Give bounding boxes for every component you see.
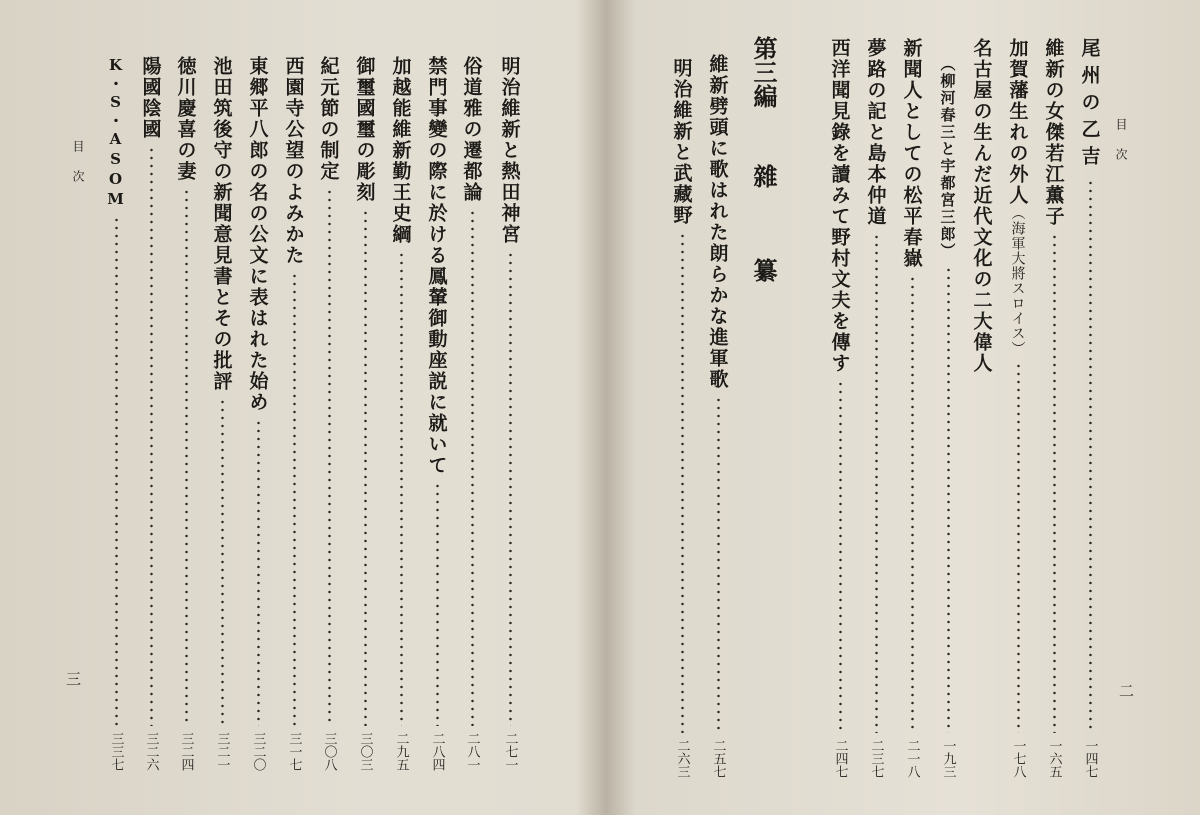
- toc-entry-title: 加越能維新勤王史綱: [389, 56, 412, 245]
- toc-entry: [243, 56, 273, 771]
- toc-entry-title: [1005, 38, 1032, 356]
- toc-entry: [897, 38, 927, 778]
- toc-entry-page: 二七一: [502, 732, 518, 771]
- toc-entry: [825, 38, 855, 778]
- leader-dots: [911, 275, 914, 733]
- section-name: 雜纂: [749, 164, 778, 352]
- toc-entry-page: 一九三: [940, 739, 956, 778]
- leader-dots: [221, 398, 224, 726]
- leader-dots: [436, 482, 439, 726]
- toc-entry-page: 三二一: [214, 732, 230, 771]
- toc-entry-title-main: 加賀藩生れの外人: [1006, 38, 1029, 206]
- toc-entry: [279, 56, 309, 771]
- toc-entry-page: 二九五: [393, 732, 409, 771]
- toc-entry-title: K・S・ASOM: [106, 56, 125, 210]
- toc-entry-page: 三二四: [178, 732, 194, 771]
- toc-entry-page: 三〇三: [357, 732, 373, 771]
- toc-entry-page: 一六五: [1046, 739, 1062, 778]
- toc-entry-page: 一四七: [1082, 739, 1098, 778]
- toc-entry-title: 禁門事變の際に於ける鳳輦御動座説に就いて: [425, 56, 448, 476]
- toc-entry-title: 西洋聞見錄を讀みて野村文夫を傳す: [828, 38, 851, 374]
- toc-entry-title: 御璽國璽の彫刻: [353, 56, 376, 203]
- toc-entry-page: 三〇八: [321, 732, 337, 771]
- leader-dots: [185, 188, 188, 726]
- leader-dots: [1089, 179, 1092, 733]
- toc-entry-page: 二五七: [710, 739, 726, 778]
- toc-entry: [207, 56, 237, 771]
- leader-dots: [257, 419, 260, 726]
- leader-dots: [839, 380, 842, 733]
- leader-dots: [471, 209, 474, 726]
- right-page-folio: 二: [1119, 682, 1135, 700]
- leader-dots: [875, 233, 878, 733]
- toc-entry: [350, 56, 380, 771]
- section-label: 第三編: [749, 36, 778, 108]
- toc-entry-title: 維新の女傑若江薫子: [1042, 38, 1065, 227]
- section-heading: [745, 36, 781, 352]
- toc-entry-page: 三二六: [143, 732, 159, 771]
- toc-entry-page: 二四七: [832, 739, 848, 778]
- toc-entry: [1003, 38, 1033, 778]
- toc-entry-page: 二八四: [429, 732, 445, 771]
- toc-entry: [1075, 38, 1105, 778]
- right-page-header: 目次: [1114, 118, 1128, 178]
- toc-entry-subtitle: [933, 56, 963, 778]
- toc-entry-page: 二一八: [904, 739, 920, 778]
- toc-entry: [422, 56, 452, 771]
- left-page-header: 目次: [71, 140, 85, 200]
- right-page: [605, 0, 1200, 815]
- toc-entry: [703, 54, 733, 778]
- leader-dots: [717, 396, 720, 733]
- leader-dots: [1017, 362, 1020, 733]
- toc-entry-page: 二六三: [674, 739, 690, 778]
- leader-dots: [400, 251, 403, 726]
- leader-dots: [150, 146, 153, 726]
- leader-dots: [328, 188, 331, 726]
- leader-dots: [1053, 233, 1056, 733]
- leader-dots: [947, 266, 950, 733]
- toc-entry: [861, 38, 891, 778]
- toc-entry: [314, 56, 344, 771]
- toc-entry: [101, 56, 131, 771]
- leader-dots: [293, 272, 296, 726]
- leader-dots: [681, 232, 684, 733]
- toc-entry-title: 西園寺公望のよみかた: [282, 56, 305, 266]
- toc-entry-title: 東郷平八郎の名の公文に表はれた始め: [246, 56, 269, 413]
- toc-entry: [386, 56, 416, 771]
- leader-dots: [364, 209, 367, 726]
- toc-entry-title: 明治維新と武藏野: [670, 58, 693, 226]
- toc-entry: [967, 38, 997, 778]
- toc-entry-title: 新聞人としての松平春嶽: [900, 38, 923, 269]
- toc-entry-title: 名古屋の生んだ近代文化の二大偉人: [970, 38, 993, 374]
- left-page-folio: 三: [66, 670, 82, 688]
- toc-entry-page: 二三七: [868, 739, 884, 778]
- toc-entry: [457, 56, 487, 771]
- toc-entry-page: 二八一: [464, 732, 480, 771]
- toc-entry-page: 三一七: [286, 732, 302, 771]
- toc-entry: [667, 58, 697, 778]
- toc-entry-page: 三三七: [108, 732, 124, 771]
- toc-entry-title: 維新劈頭に歌はれた朗らかな進軍歌: [706, 54, 729, 390]
- toc-entry-page: 一七八: [1010, 739, 1026, 778]
- toc-entry: [1039, 38, 1069, 778]
- toc-entry-note: （海軍大將スロイス）: [1009, 206, 1026, 356]
- leader-dots: [115, 216, 118, 726]
- toc-entry-title: 紀元節の制定: [317, 56, 340, 182]
- toc-entry-title: （柳河春三と宇都宮三郎）: [938, 56, 957, 260]
- toc-entry-page: 三二〇: [250, 732, 266, 771]
- toc-entry-title: 尾州の乙吉: [1078, 38, 1101, 173]
- toc-entry-title: 徳川慶喜の妻: [174, 56, 197, 182]
- toc-entry: [495, 56, 525, 771]
- toc-entry: [136, 56, 166, 771]
- toc-entry-title: 俗道雅の遷都論: [460, 56, 483, 203]
- toc-entry: [171, 56, 201, 771]
- toc-entry-title: 明治維新と熱田神宮: [498, 56, 521, 245]
- leader-dots: [509, 251, 512, 726]
- toc-entry-title: 陽國陰國: [139, 56, 162, 140]
- toc-entry-title: 夢路の記と島本仲道: [864, 38, 887, 227]
- toc-entry-title: 池田筑後守の新聞意見書とその批評: [210, 56, 233, 392]
